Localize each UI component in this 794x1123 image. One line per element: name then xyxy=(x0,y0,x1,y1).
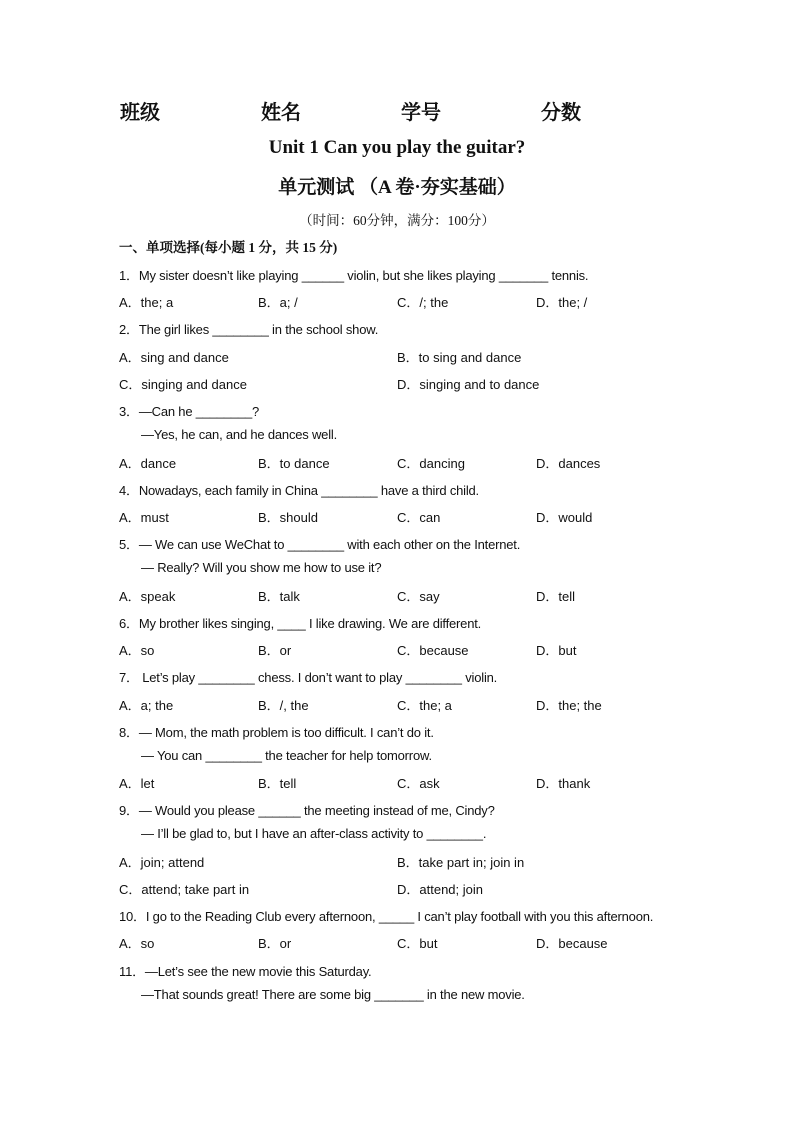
option-c: C．because xyxy=(397,643,469,658)
question-9: 9．— Would you please ______ the meeting instead of me, Cindy? xyxy=(119,803,495,818)
option-a: A．so xyxy=(119,643,155,658)
option-d: D．because xyxy=(536,936,608,951)
question-8-reply: — You can ________ the teacher for help tomorrow. xyxy=(141,748,432,763)
option-c: C．but xyxy=(397,936,438,951)
question-1: 1．My sister doesn’t like playing ______ violin, but she likes playing _______ tennis. xyxy=(119,268,589,283)
option-c: C．say xyxy=(397,589,440,604)
section-heading: 一、单项选择(每小题 1 分，共 15 分) xyxy=(119,240,338,255)
option-a: A．join; attend xyxy=(119,855,205,870)
name-label: 姓名 xyxy=(261,102,301,124)
question-7: 7． Let’s play ________ chess. I don’t want to play ________ violin. xyxy=(119,670,498,685)
score-label: 分数 xyxy=(541,102,581,124)
option-b: B．a; / xyxy=(258,295,298,310)
option-c: C．singing and dance xyxy=(119,377,247,392)
test-info: （时间：60分钟，满分：100分） xyxy=(299,213,495,228)
option-b: B．tell xyxy=(258,776,297,791)
question-3: 3．—Can he ________? xyxy=(119,404,260,419)
question-8: 8．— Mom, the math problem is too difficult. I can’t do it. xyxy=(119,725,434,740)
question-3-reply: —Yes, he can, and he dances well. xyxy=(141,427,337,442)
option-a: A．so xyxy=(119,936,155,951)
option-b: B．to sing and dance xyxy=(397,350,522,365)
question-9-reply: — I’ll be glad to, but I have an after-class activity to ________. xyxy=(141,826,487,841)
unit-title: Unit 1 Can you play the guitar? xyxy=(268,137,526,158)
option-b: B．take part in; join in xyxy=(397,855,525,870)
class-label: 班级 xyxy=(120,102,160,124)
question-10: 10．I go to the Reading Club every afternoon, _____ I can’t play football with you this afternoon. xyxy=(119,909,654,924)
option-d: D．thank xyxy=(536,776,591,791)
option-b: B．talk xyxy=(258,589,300,604)
option-d: D．attend; join xyxy=(397,882,483,897)
option-c: C．attend; take part in xyxy=(119,882,250,897)
question-5-reply: — Really? Will you show me how to use it? xyxy=(141,560,382,575)
option-d: D．singing and to dance xyxy=(397,377,540,392)
option-a: A．speak xyxy=(119,589,176,604)
option-d: D．but xyxy=(536,643,577,658)
question-5: 5．— We can use WeChat to ________ with each other on the Internet. xyxy=(119,537,521,552)
question-11: 11．—Let’s see the new movie this Saturday. xyxy=(119,964,372,979)
option-d: D．dances xyxy=(536,456,601,471)
option-c: C．the; a xyxy=(397,698,452,713)
test-title: 单元测试 （A 卷·夯实基础） xyxy=(278,177,516,198)
question-4: 4．Nowadays, each family in China ________ have a third child. xyxy=(119,483,479,498)
option-a: A．dance xyxy=(119,456,177,471)
option-c: C．ask xyxy=(397,776,440,791)
option-d: D．tell xyxy=(536,589,576,604)
question-6: 6．My brother likes singing, ____ I like drawing. We are different. xyxy=(119,616,482,631)
option-d: D．the; / xyxy=(536,295,588,310)
option-b: B．to dance xyxy=(258,456,330,471)
option-b: B．or xyxy=(258,936,292,951)
question-2: 2．The girl likes ________ in the school show. xyxy=(119,322,379,337)
option-a: A．must xyxy=(119,510,169,525)
option-b: B．/, the xyxy=(258,698,309,713)
option-a: A．let xyxy=(119,776,155,791)
question-11-reply: —That sounds great! There are some big _______ in the new movie. xyxy=(141,987,525,1002)
option-c: C．can xyxy=(397,510,441,525)
option-a: A．sing and dance xyxy=(119,350,229,365)
option-b: B．should xyxy=(258,510,318,525)
option-a: A．a; the xyxy=(119,698,174,713)
option-a: A．the; a xyxy=(119,295,174,310)
option-c: C．/; the xyxy=(397,295,449,310)
number-label: 学号 xyxy=(401,102,441,124)
option-d: D．would xyxy=(536,510,593,525)
option-d: D．the; the xyxy=(536,698,602,713)
option-c: C．dancing xyxy=(397,456,465,471)
option-b: B．or xyxy=(258,643,292,658)
